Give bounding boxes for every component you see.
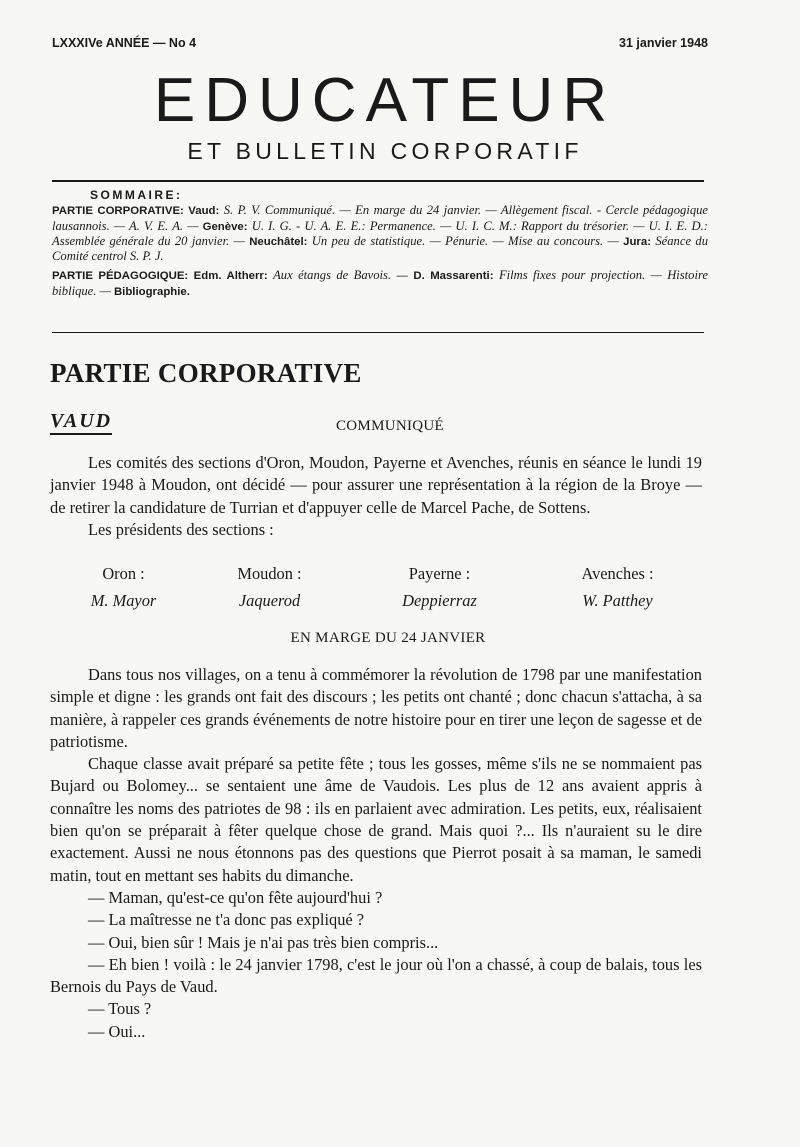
toc-vaud-label: Vaud: — [188, 205, 220, 218]
dialog-line: — La maîtresse ne t'a donc pas expliqué ? — [88, 910, 365, 930]
president-section: Moudon : — [237, 564, 302, 583]
article-paragraph-2: Chaque classe avait préparé sa petite fête ; tous les gosses, même s'ils ne se nommaient pas Bujard ou Bolomey... se sentaient une âme de Vaudois. Les plus de 12 ans avaient appris à connaître les noms des patriotes de 98 : ils en parlaient avec admiration. Les petits, eux, réalisaient bien qu'on se préparait à fêter quelque chose de grand. Mais quoi ?... Ils n'auraient su le dire exactement. Aussi ne nous étonnons pas des questions que Pierrot posait à sa maman, le samedi matin, tout en mettant ses habits du dimanche. — [50, 754, 702, 885]
toc-jura-items: Séance du Comité centrol S. P. J. — [52, 233, 708, 264]
toc-corporative — [52, 203, 708, 264]
toc-separator: — — [396, 270, 408, 283]
dialog-line: — Eh bien ! voilà : le 24 janvier 1798, c'est le jour où l'on a chassé, à coup de balais, tous les Bernois du Pays de Vaud. — [50, 954, 702, 997]
issue-number: LXXXIVe ANNÉE — No 4 — [52, 36, 197, 50]
masthead — [0, 66, 760, 165]
toc-author-2: D. Massarenti: — [413, 270, 494, 283]
dialog-line: — Oui, bien sûr ! Mais je n'ai pas très bien compris... — [88, 932, 439, 952]
dialog-line: — Tous ? — [88, 999, 152, 1019]
president-name: Deppierraz — [402, 591, 477, 610]
canton-heading: VAUD — [50, 410, 112, 435]
president-section: Oron : — [102, 564, 145, 583]
section-heading: PARTIE CORPORATIVE — [50, 358, 362, 388]
divider-bottom — [52, 332, 704, 333]
journal-title: EDUCATEUR — [153, 66, 617, 135]
toc-item-1: Aux étangs de Bavois. — [273, 268, 392, 283]
president-name: Jaquerod — [238, 591, 301, 610]
divider-top — [52, 180, 704, 182]
issue-date: 31 janvier 1948 — [619, 36, 708, 50]
president-section: Payerne : — [408, 564, 471, 583]
communique-title: COMMUNIQUÉ — [336, 418, 444, 434]
president-section: Avenches : — [581, 564, 654, 583]
toc-bibliography: Bibliographie. — [113, 285, 190, 298]
toc-neuchatel-items: Un peu de statistique. — Pénurie. — Mise au concours. — — [311, 233, 619, 248]
dialog-line: — Oui... — [88, 1021, 146, 1041]
toc-geneve-label: Genève: — [202, 220, 248, 233]
toc-jura-label: Jura: — [623, 235, 651, 248]
toc-heading: SOMMAIRE: — [90, 188, 183, 202]
journal-subtitle: ET BULLETIN CORPORATIF — [187, 138, 583, 164]
toc-neuchatel-label: Neuchâtel: — [249, 235, 308, 248]
communique-paragraph: Les comités des sections d'Oron, Moudon, Payerne et Avenches, réunis en séance le lundi 19 janvier 1948 à Moudon, ont décidé — pour assurer une représentation à la région de la Broye — de retirer la candidature de Turrian et d'appuyer celle de Marcel Pache, de Sottens. — [50, 453, 702, 517]
president-name: W. Patthey — [582, 591, 653, 610]
article-paragraph-1: Dans tous nos villages, on a tenu à commémorer la révolution de 1798 par une manifestation simple et digne : les grands ont fait des discours ; les petits ont chanté ; donc chacun s'attacha, à sa manière, à rappeler ces grands événements de notre histoire pour en tirer une leçon de sagesse et de patriotisme. — [50, 665, 702, 751]
toc-pedagogique — [52, 268, 708, 299]
toc-peda-label: PARTIE PÉDAGOGIQUE: — [52, 270, 189, 283]
dialog-line: — Maman, qu'est-ce qu'on fête aujourd'hui ? — [88, 887, 383, 907]
table-of-contents — [52, 188, 708, 303]
toc-item-2: Films fixes pour projection. — Histoire biblique. — — [52, 268, 709, 298]
president-name: M. Mayor — [90, 591, 157, 610]
article-title: EN MARGE DU 24 JANVIER — [290, 630, 486, 646]
toc-vaud-items: S. P. V. Communiqué. — En marge du 24 janvier. — Allègement fiscal. - Cercle pédagogique lausannois. — A. V. E. A. — — [52, 203, 709, 233]
toc-author-1: Edm. Altherr: — [193, 270, 268, 283]
toc-corp-label: PARTIE CORPORATIVE: — [52, 205, 184, 218]
toc-geneve-items: U. I. G. - U. A. E. E.: Permanence. — U. I. C. M.: Rapport du trésorier. — U. I. E. D.: Assemblée générale du 20 janvier. — — [52, 218, 708, 248]
presidents-intro: Les présidents des sections : — [88, 519, 274, 539]
article-body — [50, 664, 702, 1043]
communique-body — [50, 452, 702, 541]
